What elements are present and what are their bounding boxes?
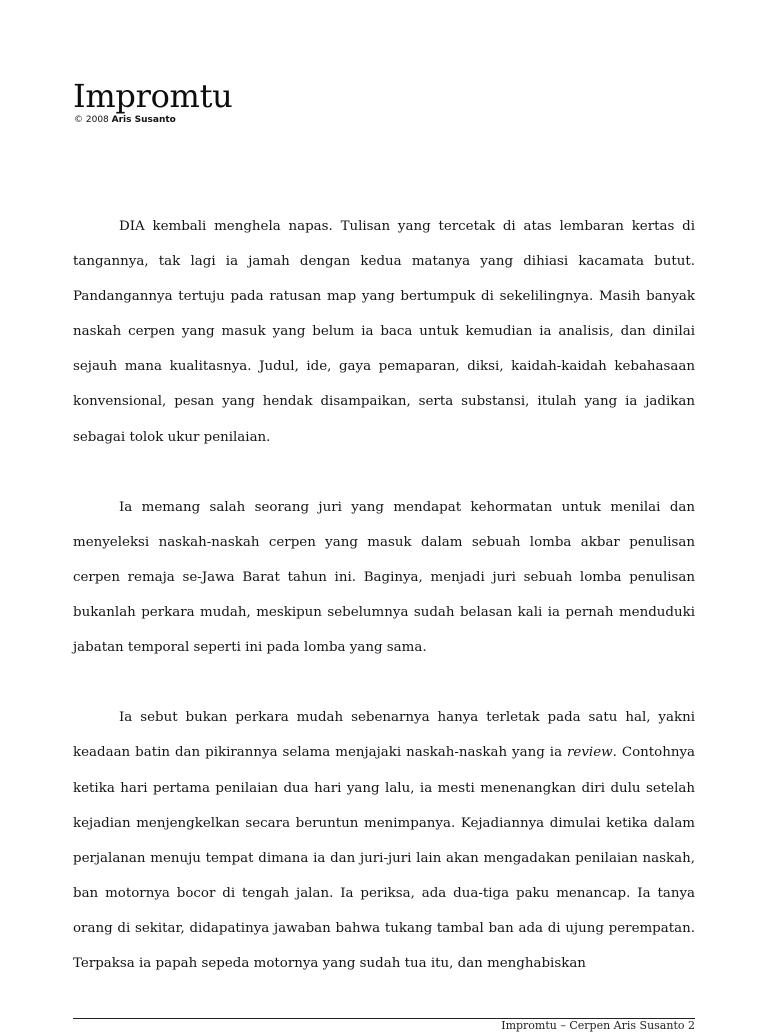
document-title: Impromtu bbox=[73, 77, 233, 115]
paragraph-3-emphasis: review bbox=[567, 745, 613, 761]
author-name: Aris Susanto bbox=[111, 115, 176, 125]
story-body bbox=[73, 209, 695, 981]
page-footer: Impromtu – Cerpen Aris Susanto 2 bbox=[501, 1019, 695, 1032]
paragraph-1: DIA kembali menghela napas. Tulisan yang tercetak di atas lembaran kertas di tangannya, tak lagi ia jamah dengan kedua matanya yang dihiasi kacamata butut. Pandangannya tertuju pada ratusan map yang bertumpuk di sekelilingnya. Masih banyak naskah cerpen yang masuk yang belum ia baca untuk kemudian ia analisis, dan dinilai sejauh mana kualitasnya. Judul, ide, gaya pemaparan, diksi, kaidah-kaidah kebahasaan konvensional, pesan yang hendak disampaikan, serta substansi, itulah yang ia jadikan sebagai tolok ukur penilaian. bbox=[73, 219, 695, 445]
paragraph-3-start: Ia sebut bukan perkara mudah sebenarnya hanya terletak pada satu hal, yakni keadaan batin dan pikirannya selama menjajaki naskah-naskah yang ia bbox=[73, 710, 695, 761]
copyright-year: © 2008 bbox=[74, 115, 112, 125]
byline bbox=[74, 114, 176, 126]
paragraph-2: Ia memang salah seorang juri yang mendapat kehormatan untuk menilai dan menyeleksi naskah-naskah cerpen yang masuk dalam sebuah lomba akbar penulisan cerpen remaja se-Jawa Barat tahun ini. Baginya, menjadi juri sebuah lomba penulisan bukanlah perkara mudah, meskipun sebelumnya sudah belasan kali ia pernah menduduki jabatan temporal seperti ini pada lomba yang sama. bbox=[73, 499, 695, 656]
paragraph-3 bbox=[73, 700, 695, 981]
paragraph-3-rest: . Contohnya ketika hari pertama penilaian dua hari yang lalu, ia mesti menenangkan diri dulu setelah kejadian menjengkelkan secara beruntun menimpanya. Kejadiannya dimulai ketika dalam perjalanan menuju tempat dimana ia dan juri-juri lain akan mengadakan penilaian naskah, ban motornya bocor di tengah jalan. Ia periksa, ada dua-tiga paku menancap. Ia tanya orang di sekitar, didapatinya jawaban bahwa tukang tambal ban ada di ujung perempatan. Terpaksa ia papah sepeda motornya yang sudah tua itu, dan menghabiskan bbox=[73, 745, 695, 971]
